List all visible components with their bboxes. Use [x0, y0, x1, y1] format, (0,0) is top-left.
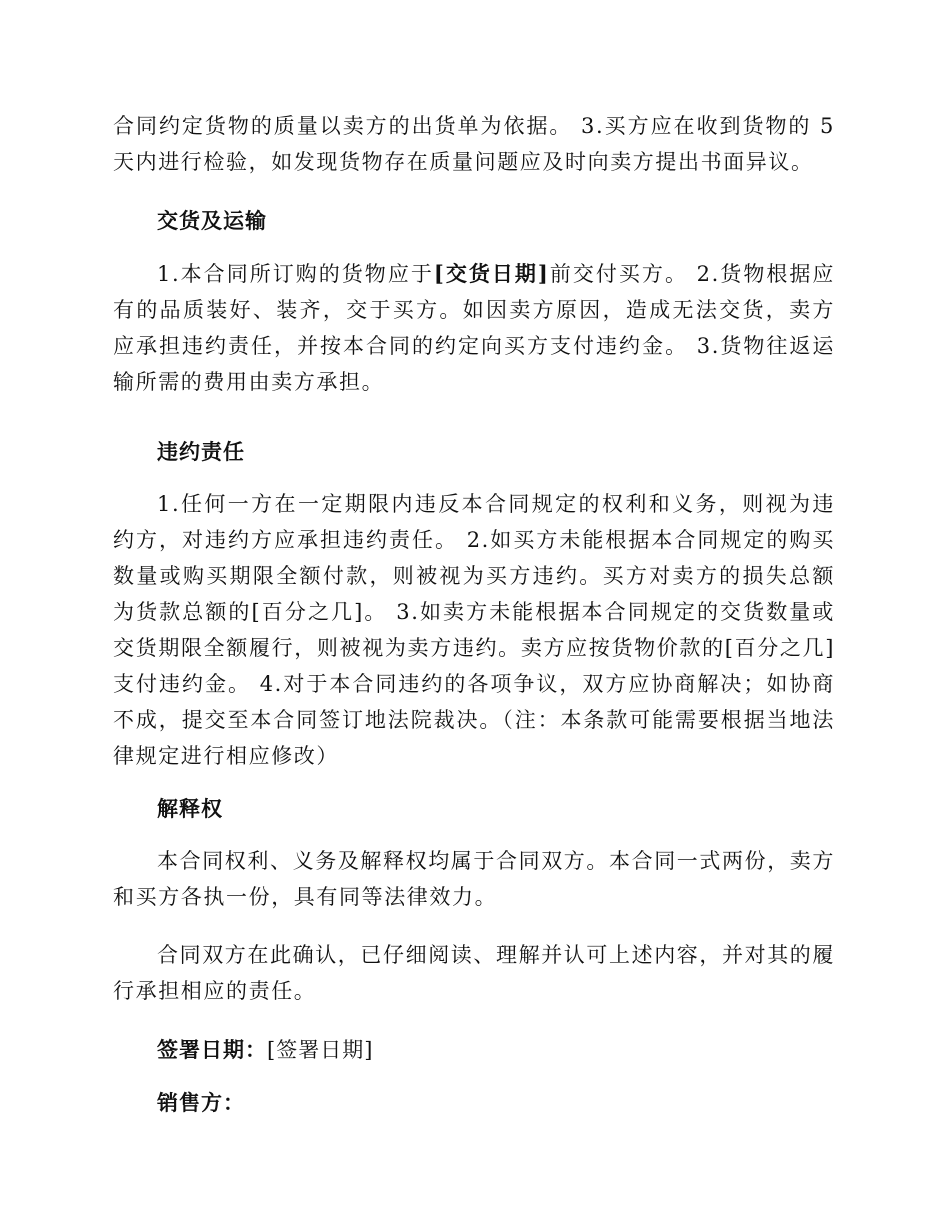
interpretation-heading: 解释权: [157, 796, 223, 821]
breach-heading: 违约责任: [157, 439, 245, 464]
delivery-paragraph: [113, 256, 835, 400]
delivery-date-placeholder: [交货日期]: [433, 261, 550, 286]
quality-paragraph: 合同约定货物的质量以卖方的出货单为依据。 3.买方应在收到货物的 5 天内进行检验，如发现货物存在质量问题应及时向卖方提出书面异议。: [113, 114, 835, 174]
confirmation-paragraph: 合同双方在此确认，已仔细阅读、理解并认可上述内容，并对其的履行承担相应的责任。: [113, 943, 835, 1003]
seller-label: 销售方：: [157, 1090, 245, 1115]
breach-paragraph: 1.任何一方在一定期限内违反本合同规定的权利和义务，则视为违约方，对违约方应承担违约责任。 2.如买方未能根据本合同规定的购买数量或购买期限全额付款，则被视为买方违约。买方对卖方的损失总额为货款总额的[百分之几]。 3.如卖方未能根据本合同规定的交货数量或交货期限全额履行，则被视为卖方违约。卖方应按货物价款的[百分之几]支付违约金。 4.对于本合同违约的各项争议，双方应协商解决；如协商不成，提交至本合同签订地法院裁决。（注：本条款可能需要根据当地法律规定进行相应修改）: [113, 492, 835, 768]
delivery-text-after: 前交付买方。 2.货物根据应有的品质装好、装齐，交于买方。如因卖方原因，造成无法交货，卖方应承担违约责任，并按本合同的约定向买方支付违约金。 3.货物往返运输所需的费用由卖方承担。: [113, 262, 835, 394]
signature-date-line: [157, 1032, 373, 1068]
signature-date-label: 签署日期：: [157, 1037, 267, 1062]
delivery-text-before: 1.本合同所订购的货物应于: [157, 262, 434, 286]
signature-date-value: [签署日期]: [267, 1038, 374, 1062]
delivery-heading: 交货及运输: [157, 208, 267, 233]
interpretation-paragraph: 本合同权利、义务及解释权均属于合同双方。本合同一式两份，卖方和买方各执一份，具有同等法律效力。: [113, 849, 835, 909]
